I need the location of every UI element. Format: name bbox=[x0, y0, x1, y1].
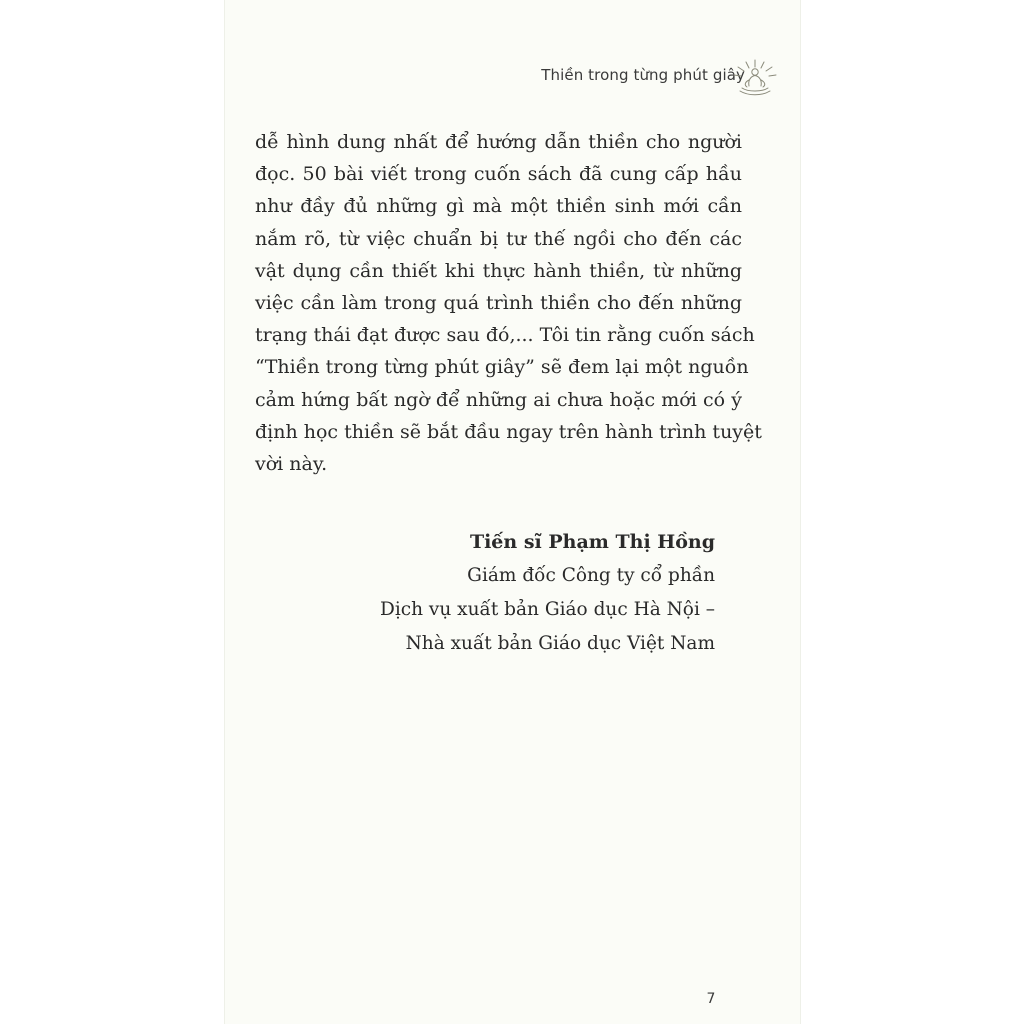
body-line: trạng thái đạt được sau đó,... Tôi tin rằng cuốn sách bbox=[255, 324, 755, 347]
body-line: như đầy đủ những gì mà một thiền sinh mới cần bbox=[255, 195, 742, 218]
body-line: cảm hứng bất ngờ để những ai chưa hoặc mới có ý bbox=[255, 388, 742, 411]
body-line: dễ hình dung nhất để hướng dẫn thiền cho người bbox=[255, 131, 742, 153]
signature-block bbox=[325, 525, 715, 661]
body-line: “Thiền trong từng phút giây” sẽ đem lại một nguồn bbox=[255, 356, 749, 379]
body-line: nắm rõ, từ việc chuẩn bị tư thế ngồi cho đến các bbox=[255, 227, 742, 250]
body-line: đọc. 50 bài viết trong cuốn sách đã cung cấp hầu bbox=[255, 163, 742, 186]
signature-title-line: Dịch vụ xuất bản Giáo dục Hà Nội – bbox=[380, 599, 715, 620]
body-line: vật dụng cần thiết khi thực hành thiền, từ những bbox=[255, 259, 742, 282]
running-header-title: Thiền trong từng phút giây bbox=[541, 66, 745, 84]
signature-title-line: Giám đốc Công ty cổ phần bbox=[467, 565, 715, 586]
lotus-meditation-icon bbox=[732, 58, 778, 98]
page-number: 7 bbox=[706, 991, 716, 1007]
body-line: định học thiền sẽ bắt đầu ngay trên hành trình tuyệt bbox=[255, 420, 762, 443]
book-page bbox=[225, 0, 800, 1024]
signature-title-line: Nhà xuất bản Giáo dục Việt Nam bbox=[405, 633, 715, 654]
body-line: vời này. bbox=[255, 453, 328, 476]
body-line: việc cần làm trong quá trình thiền cho đến những bbox=[255, 292, 742, 315]
signature-name: Tiến sĩ Phạm Thị Hồng bbox=[469, 531, 715, 553]
body-paragraph bbox=[255, 126, 762, 480]
